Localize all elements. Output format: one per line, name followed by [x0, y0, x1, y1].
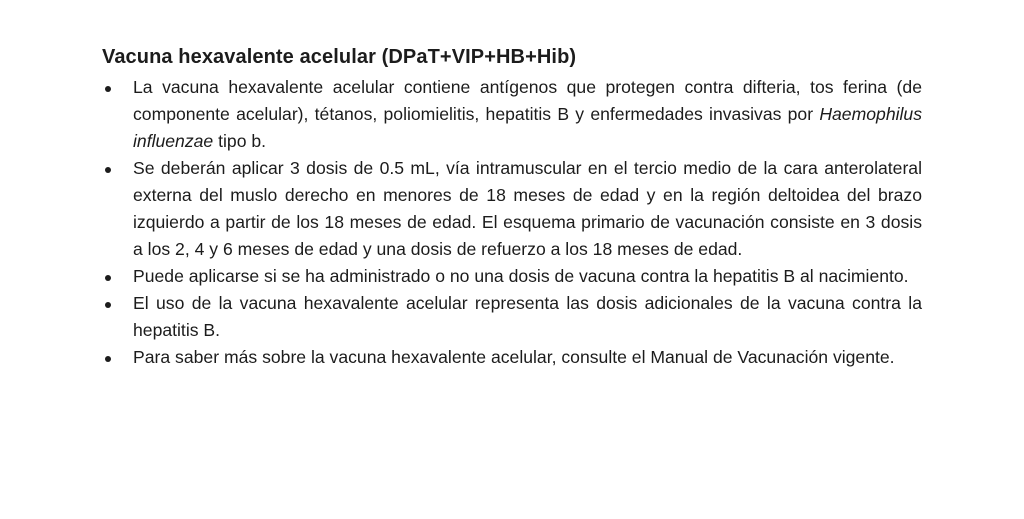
list-item-text: Para saber más sobre la vacuna hexavalente acelular, consulte el Manual de Vacunación vigente. — [133, 347, 895, 367]
bullet-icon — [105, 275, 111, 281]
bullet-icon — [105, 167, 111, 173]
list-item-text-end: tipo b. — [213, 131, 267, 151]
bullet-icon — [105, 356, 111, 362]
document-section — [102, 44, 922, 371]
list-item — [102, 155, 922, 263]
list-item — [102, 290, 922, 344]
bullet-icon — [105, 86, 111, 92]
bullet-list — [102, 74, 922, 371]
list-item-text: Puede aplicarse si se ha administrado o no una dosis de vacuna contra la hepatitis B al nacimiento. — [133, 266, 909, 286]
list-item-text: El uso de la vacuna hexavalente acelular representa las dosis adicionales de la vacuna contra la hepatitis B. — [133, 293, 922, 340]
list-item-text: La vacuna hexavalente acelular contiene antígenos que protegen contra difteria, tos ferina (de componente acelular), tétanos, poliomielitis, hepatitis B y enfermedades invasivas por — [133, 77, 922, 124]
species-name: Haemophilus influenzae — [133, 104, 922, 151]
section-title: Vacuna hexavalente acelular (DPaT+VIP+HB+Hib) — [102, 46, 577, 68]
list-item — [102, 263, 922, 290]
list-item-text: Se deberán aplicar 3 dosis de 0.5 mL, vía intramuscular en el tercio medio de la cara anterolateral externa del muslo derecho en menores de 18 meses de edad y en la región deltoidea del brazo izquierdo a partir de los 18 meses de edad. El esquema primario de vacunación consiste en 3 dosis a los 2, 4 y 6 meses de edad y una dosis de refuerzo a los 18 meses de edad. — [133, 158, 922, 259]
bullet-icon — [105, 302, 111, 308]
list-item — [102, 74, 922, 155]
list-item — [102, 344, 922, 371]
